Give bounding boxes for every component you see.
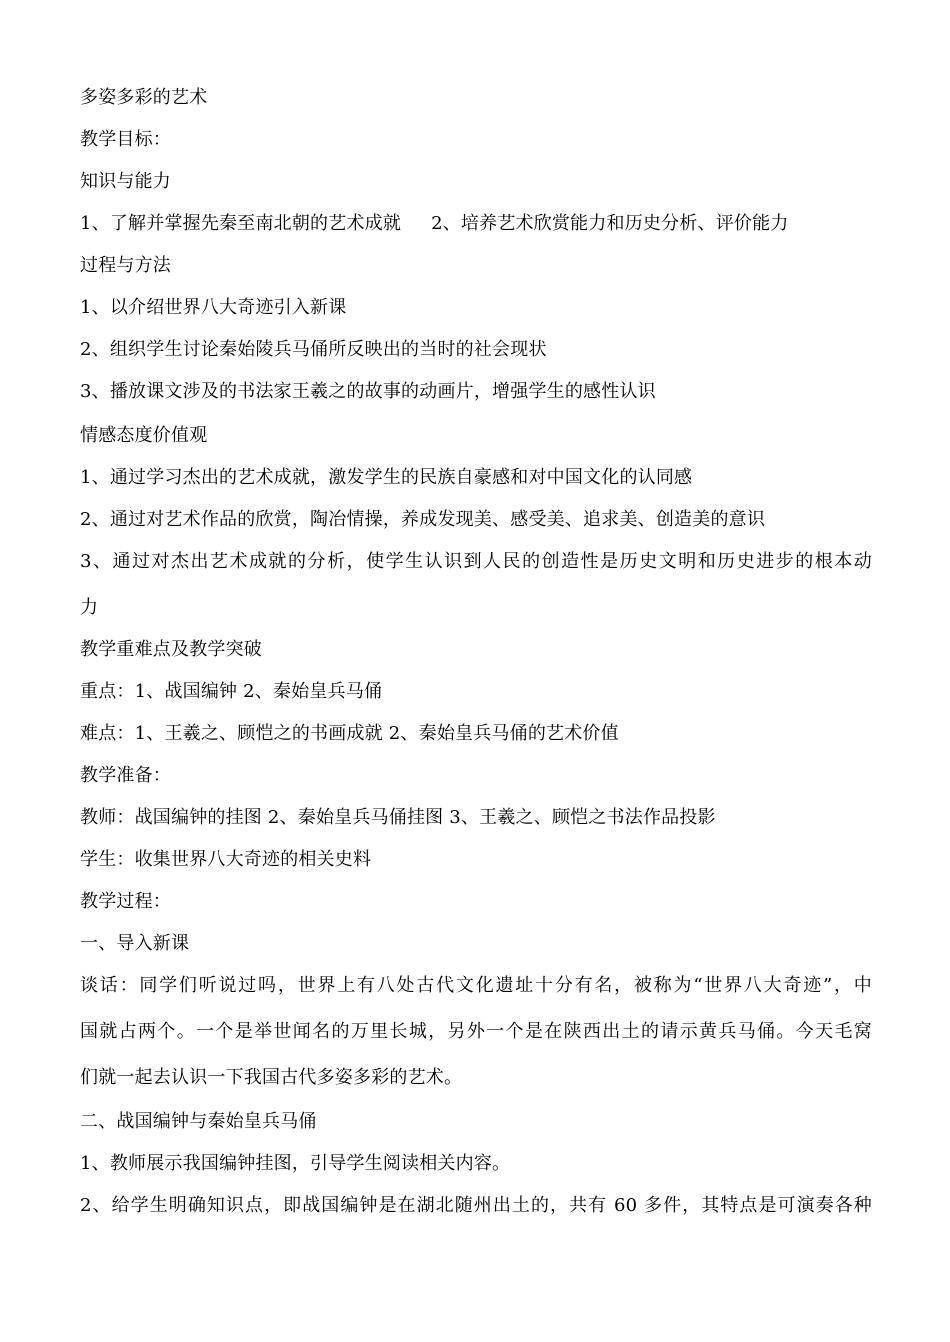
emotion-item-3: 3、通过对杰出艺术成就的分析，使学生认识到人民的创造性是历史文明和历史进步的根本动 <box>80 551 872 572</box>
key-difficulty: 难点：1、王羲之、顾恺之的书画成就 2、秦始皇兵马俑的艺术价值 <box>80 723 619 744</box>
section-1-line-2: 国就占两个。一个是举世闻名的万里长城，另外一个是在陕西出土的请示黄兵马俑。今天毛窝 <box>80 1021 872 1042</box>
knowledge-heading: 知识与能力 <box>80 171 171 192</box>
section-1-line-1: 谈话：同学们听说过吗，世界上有八处古代文化遗址十分有名，被称为“世界八大奇迹”，中 <box>80 975 872 996</box>
key-points-heading: 教学重难点及教学突破 <box>80 639 262 660</box>
emotion-item-3-continued: 力 <box>80 597 99 618</box>
process-method-item-3: 3、播放课文涉及的书法家王羲之的故事的动画片，增强学生的感性认识 <box>80 381 656 402</box>
preparation-student: 学生：收集世界八大奇迹的相关史料 <box>80 849 372 870</box>
section-2-heading: 二、战国编钟与秦始皇兵马俑 <box>80 1111 317 1132</box>
knowledge-items <box>80 212 872 236</box>
document-title: 多姿多彩的艺术 <box>80 87 208 108</box>
section-1-line-3: 们就一起去认识一下我国古代多姿多彩的艺术。 <box>80 1067 463 1088</box>
section-1-heading: 一、导入新课 <box>80 933 190 954</box>
process-method-item-2: 2、组织学生讨论秦始陵兵马俑所反映出的当时的社会现状 <box>80 339 547 360</box>
knowledge-item-2: 2、培养艺术欣赏能力和历史分析、评价能力 <box>431 213 789 234</box>
objectives-heading: 教学目标： <box>80 129 171 150</box>
key-focus: 重点：1、战国编钟 2、秦始皇兵马俑 <box>80 681 383 702</box>
emotion-heading: 情感态度价值观 <box>80 425 208 446</box>
knowledge-item-1: 1、了解并掌握先秦至南北朝的艺术成就 <box>80 213 402 234</box>
process-method-heading: 过程与方法 <box>80 255 171 276</box>
preparation-teacher: 教师：战国编钟的挂图 2、秦始皇兵马俑挂图 3、王羲之、顾恺之书法作品投影 <box>80 807 716 828</box>
section-2-item-1: 1、教师展示我国编钟挂图，引导学生阅读相关内容。 <box>80 1153 511 1174</box>
procedure-heading: 教学过程： <box>80 891 171 912</box>
preparation-heading: 教学准备： <box>80 765 171 786</box>
emotion-item-2: 2、通过对艺术作品的欣赏，陶冶情操，养成发现美、感受美、追求美、创造美的意识 <box>80 509 766 530</box>
emotion-item-1: 1、通过学习杰出的艺术成就，激发学生的民族自豪感和对中国文化的认同感 <box>80 467 693 488</box>
process-method-item-1: 1、以介绍世界八大奇迹引入新课 <box>80 297 347 318</box>
section-2-item-2: 2、给学生明确知识点，即战国编钟是在湖北随州出土的，共有 60 多件，其特点是可演奏各种 <box>80 1195 872 1216</box>
